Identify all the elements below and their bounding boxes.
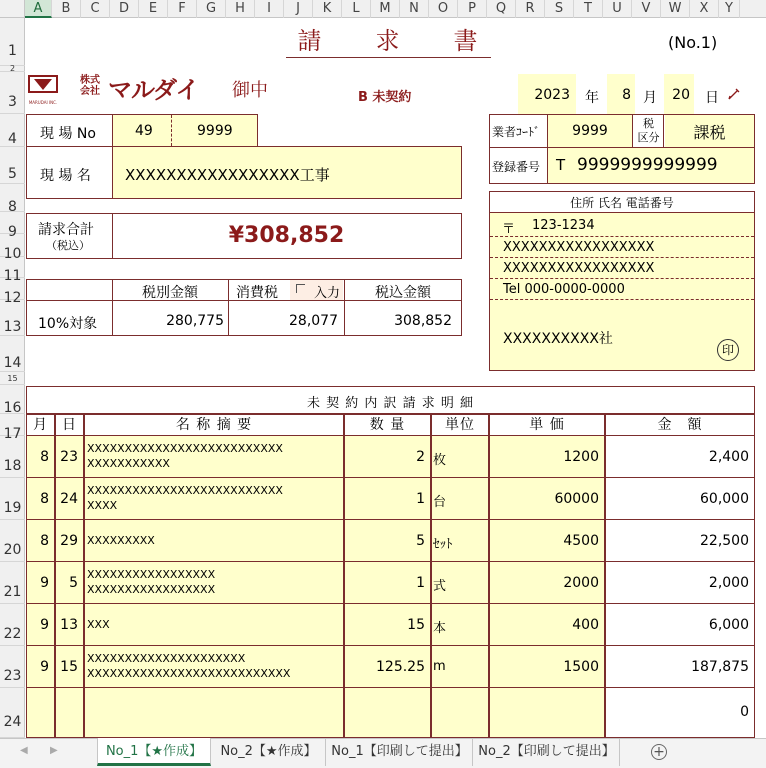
- cell-unit-value: 枚: [433, 453, 447, 468]
- site-no-2: 9999: [197, 123, 233, 139]
- desc-line-1: XXX: [87, 618, 110, 631]
- company-prefix: [80, 75, 100, 97]
- desc-line-1: XXXXXXXXXXXXXXXXX: [87, 568, 216, 581]
- invoice-number[interactable]: (No.1): [668, 33, 718, 52]
- details-table: [26, 414, 755, 738]
- company-prefix-bottom: 会社: [80, 86, 100, 97]
- desc-line-1: XXXXXXXXXXXXXXXXXXXXXXXXXX: [87, 484, 283, 497]
- cell-day-value: 29: [60, 533, 78, 549]
- sheet-tab-4[interactable]: No_2【印刷して提出】: [474, 738, 620, 766]
- cell-month-value: 8: [40, 533, 49, 549]
- add-sheet-icon[interactable]: +: [651, 744, 667, 760]
- pen-icon: [727, 86, 741, 100]
- vendor-code-label: 業者ｺｰﾄﾞ: [492, 125, 541, 139]
- logo-mark-icon: [28, 74, 58, 100]
- row-header-1[interactable]: 1: [0, 18, 25, 66]
- seal-icon: 印: [717, 339, 739, 361]
- phone-number[interactable]: Tel 000-0000-0000: [503, 282, 625, 297]
- column-header-a[interactable]: A: [25, 0, 52, 18]
- row-header-11[interactable]: 11: [0, 257, 25, 278]
- honorific: 御中: [232, 80, 268, 101]
- column-header-t[interactable]: T: [574, 0, 603, 18]
- address-header: 住所 氏名 電話番号: [570, 196, 674, 210]
- date-month: 8: [622, 87, 631, 103]
- cell-month-value: 8: [40, 449, 49, 465]
- contract-type[interactable]: B 未契約: [358, 90, 412, 105]
- cell-price-value: 400: [572, 617, 599, 633]
- row-header-3[interactable]: 3: [0, 72, 25, 114]
- cell-amount-value: 2,400: [708, 449, 749, 465]
- company-prefix-top: 株式: [80, 75, 100, 86]
- cell-qty-value: 1: [416, 491, 425, 507]
- tax-excl-value[interactable]: 280,775: [166, 313, 224, 329]
- column-header-p[interactable]: P: [458, 0, 487, 18]
- row-header-10[interactable]: 10: [0, 234, 25, 257]
- column-header-i[interactable]: I: [255, 0, 284, 18]
- column-header-y[interactable]: Y: [719, 0, 740, 18]
- cell-price-value: 2000: [563, 575, 599, 591]
- row-header-24[interactable]: 24: [0, 688, 25, 738]
- row-header-4[interactable]: 4: [0, 114, 25, 147]
- company-logo: [28, 74, 58, 105]
- row-header-20[interactable]: 20: [0, 520, 25, 562]
- sheet-tab-2[interactable]: No_2【★作成】: [212, 738, 326, 766]
- column-header-j[interactable]: J: [284, 0, 313, 18]
- row-header-17[interactable]: 17: [0, 414, 25, 436]
- scroll-right-icon[interactable]: ▶: [50, 745, 58, 756]
- cell-qty[interactable]: [344, 688, 431, 738]
- address-line-divider-2: [490, 257, 754, 258]
- date-day-label: 日: [705, 90, 719, 106]
- tax-input-label: 入力: [314, 286, 341, 301]
- cell-month-value: 9: [40, 617, 49, 633]
- cell-month-value: 9: [40, 659, 49, 675]
- cell-qty-value: 15: [407, 617, 425, 633]
- tax-header-incl: 税込金額: [375, 285, 431, 301]
- cell-day-value: 15: [60, 659, 78, 675]
- column-header-c[interactable]: C: [81, 0, 110, 18]
- tax-incl-value[interactable]: 308,852: [394, 313, 452, 329]
- cell-price-value: 1200: [563, 449, 599, 465]
- row-header-12[interactable]: 12: [0, 278, 25, 300]
- address-line-divider-4: [490, 299, 754, 300]
- address-line-1[interactable]: XXXXXXXXXXXXXXXXX: [503, 240, 655, 255]
- column-header-g[interactable]: G: [197, 0, 226, 18]
- tax-class-label: [634, 115, 664, 147]
- column-header-w[interactable]: W: [661, 0, 690, 18]
- company-name: マルダイ: [108, 76, 199, 104]
- column-header-k[interactable]: K: [313, 0, 342, 18]
- column-header-x[interactable]: X: [690, 0, 719, 18]
- details-title: 未 契 約 内 訳 請 求 明 細: [306, 396, 475, 411]
- desc-line-1: XXXXXXXXXXXXXXXXXXXXX: [87, 652, 246, 665]
- column-header-d[interactable]: D: [110, 0, 139, 18]
- cell-unit-value: 式: [433, 579, 447, 594]
- row-header-16[interactable]: 16: [0, 385, 25, 414]
- tax-header-excl: 税別金額: [142, 285, 198, 301]
- scroll-left-icon[interactable]: ◀: [20, 745, 28, 756]
- tax-class-label-2: 区分: [637, 131, 660, 144]
- column-header-s[interactable]: S: [545, 0, 574, 18]
- invoice-title[interactable]: 請 求 書: [286, 24, 491, 58]
- cell-month-value: 8: [40, 491, 49, 507]
- cell-amount-value: 60,000: [700, 491, 749, 507]
- cell-desc[interactable]: [84, 688, 344, 738]
- tax-rate-label: 10%対象: [38, 316, 98, 332]
- column-header-h[interactable]: H: [226, 0, 255, 18]
- cell-qty-value: 2: [416, 449, 425, 465]
- column-header-l[interactable]: L: [342, 0, 371, 18]
- cell-qty-value: 1: [416, 575, 425, 591]
- column-header-m[interactable]: M: [371, 0, 400, 18]
- details-header-unit: 単位: [431, 414, 489, 436]
- tax-class: 課税: [693, 123, 726, 142]
- date-year: 2023: [534, 87, 570, 103]
- tax-input-checkbox[interactable]: [296, 284, 305, 293]
- desc-line-2: XXXXXXXXXXXXXXXXX: [87, 583, 216, 596]
- cell-price-value: 60000: [554, 491, 599, 507]
- cell-month-value: 9: [40, 575, 49, 591]
- row-header-8[interactable]: 8: [0, 184, 25, 212]
- select-all-corner[interactable]: [0, 0, 25, 18]
- tax-class-label-1: 税: [643, 117, 654, 130]
- cell-qty-value: 125.25: [376, 659, 425, 675]
- cell-amount-value: 6,000: [708, 617, 749, 633]
- vendor-code: 9999: [572, 123, 608, 139]
- desc-line-2: XXXXXXXXXXXXXXXXXXXXXXXXXXX: [87, 667, 291, 680]
- column-header-e[interactable]: E: [139, 0, 168, 18]
- desc-line-2: XXXX: [87, 499, 118, 512]
- row-header-13[interactable]: 13: [0, 300, 25, 336]
- row-header-2[interactable]: 2: [0, 66, 25, 72]
- company-label[interactable]: XXXXXXXXXX社: [503, 331, 613, 347]
- cell-day[interactable]: [55, 688, 84, 738]
- postal-code[interactable]: 123-1234: [532, 218, 595, 233]
- cell-amount-value: 22,500: [700, 533, 749, 549]
- address-line-2[interactable]: XXXXXXXXXXXXXXXXX: [503, 261, 655, 276]
- column-header-u[interactable]: U: [603, 0, 632, 18]
- tax-tax-value[interactable]: 28,077: [289, 313, 338, 329]
- details-header-price: 単 価: [489, 414, 605, 436]
- cell-day-value: 13: [60, 617, 78, 633]
- details-header-qty: 数 量: [344, 414, 431, 436]
- tax-header-tax: 消費税: [236, 285, 278, 301]
- site-no-label: 現 場 No: [40, 126, 96, 142]
- column-header-v[interactable]: V: [632, 0, 661, 18]
- date-day: 20: [672, 87, 690, 103]
- cell-price-value: 1500: [563, 659, 599, 675]
- desc-line-1: XXXXXXXXX: [87, 534, 155, 547]
- total-amount: ¥308,852: [228, 223, 345, 248]
- cell-day-value: 5: [69, 575, 78, 591]
- cell-unit-value: m: [433, 659, 446, 674]
- column-header-n[interactable]: N: [400, 0, 429, 18]
- desc-line-1: XXXXXXXXXXXXXXXXXXXXXXXXXX: [87, 442, 283, 455]
- row-header-5[interactable]: 5: [0, 147, 25, 184]
- date-month-label: 月: [643, 90, 657, 106]
- row-header-22[interactable]: 22: [0, 604, 25, 646]
- site-no-1: 49: [135, 123, 153, 139]
- cell-day-value: 23: [60, 449, 78, 465]
- row-header-14[interactable]: 14: [0, 336, 25, 372]
- cell-month[interactable]: [26, 688, 55, 738]
- desc-line-2: XXXXXXXXXXX: [87, 457, 170, 470]
- column-header-f[interactable]: F: [168, 0, 197, 18]
- logo-small-text: MARUDAI INC.: [28, 100, 58, 105]
- row-header-18[interactable]: 18: [0, 436, 25, 478]
- details-header-day: 日: [55, 414, 84, 436]
- site-name-label: 現 場 名: [40, 168, 91, 184]
- total-label-tax: （税込）: [46, 239, 90, 252]
- date-year-label: 年: [585, 90, 599, 106]
- cell-desc[interactable]: [84, 604, 344, 646]
- cell-unit-value: ｾｯﾄ: [433, 537, 453, 552]
- cell-day-value: 24: [60, 491, 78, 507]
- cell-qty-value: 5: [416, 533, 425, 549]
- details-header-month: 月: [26, 414, 55, 436]
- cell-unit-value: 台: [433, 495, 447, 510]
- details-header-amount: 金 額: [605, 414, 755, 436]
- cell-unit-value: 本: [433, 621, 447, 636]
- cell-price[interactable]: [489, 688, 605, 738]
- cell-amount-value: 2,000: [708, 575, 749, 591]
- cell-price-value: 4500: [563, 533, 599, 549]
- cell-unit[interactable]: [431, 688, 489, 738]
- address-line-divider-1: [490, 236, 754, 237]
- cell-amount-value: 0: [740, 704, 749, 720]
- total-label: 請求合計: [38, 222, 94, 238]
- column-header-o[interactable]: O: [429, 0, 458, 18]
- row-header-23[interactable]: 23: [0, 646, 25, 688]
- address-line-divider-3: [490, 278, 754, 279]
- row-header-21[interactable]: 21: [0, 562, 25, 604]
- registration-prefix: T: [556, 156, 566, 174]
- sheet-tab-1[interactable]: No_1【★作成】: [97, 738, 211, 766]
- row-header-9[interactable]: 9: [0, 212, 25, 234]
- column-header-q[interactable]: Q: [487, 0, 516, 18]
- row-header-19[interactable]: 19: [0, 478, 25, 520]
- column-header-b[interactable]: B: [52, 0, 81, 18]
- sheet-tab-3[interactable]: No_1【印刷して提出】: [327, 738, 473, 766]
- column-header-r[interactable]: R: [516, 0, 545, 18]
- site-name: XXXXXXXXXXXXXXXXX工事: [125, 166, 330, 184]
- registration-number: 9999999999999: [577, 155, 718, 175]
- registration-label: 登録番号: [492, 160, 541, 174]
- row-header-15[interactable]: 15: [0, 372, 25, 385]
- postal-mark: 〒: [502, 222, 516, 237]
- cell-amount-value: 187,875: [691, 659, 749, 675]
- details-header-desc: 名 称 摘 要: [84, 414, 344, 436]
